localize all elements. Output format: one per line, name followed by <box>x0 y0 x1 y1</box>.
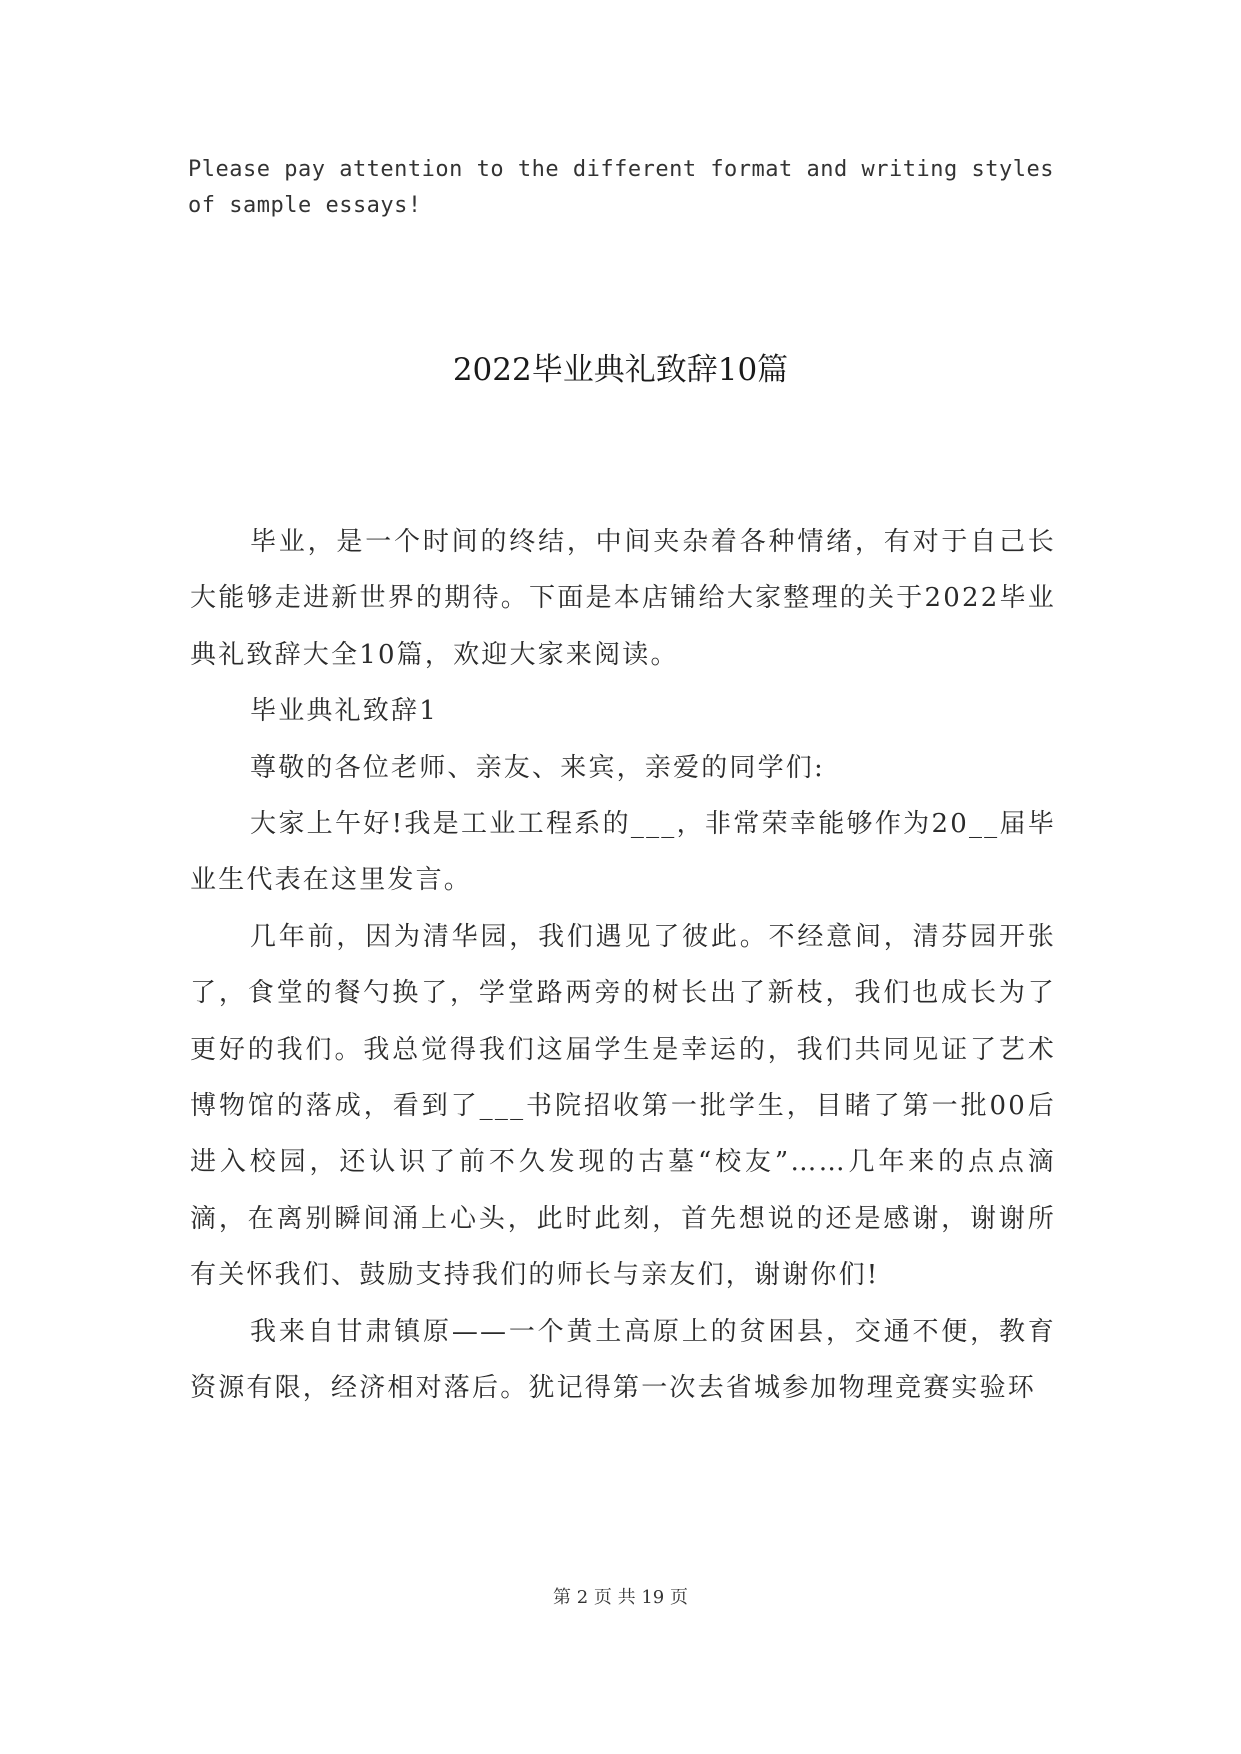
notice-text: Please pay attention to the different format and writing styles of sample essays! <box>188 157 1054 218</box>
page-footer: 第 2 页 共 19 页 <box>553 1587 688 1608</box>
document-body <box>190 514 1056 1417</box>
body-paragraph: 几年前，因为清华园，我们遇见了彼此。不经意间，清芬园开张了，食堂的餐勺换了，学堂路两旁的树长出了新枝，我们也成长为了更好的我们。我总觉得我们这届学生是幸运的，我们共同见证了艺术博物馆的落成，看到了___书院招收第一批学生，目睹了第一批00后进入校园，还认识了前不久发现的古墓“校友”……几年来的点点滴滴，在离别瞬间涌上心头，此时此刻，首先想说的还是感谢，谢谢所有关怀我们、鼓励支持我们的师长与亲友们，谢谢你们! <box>190 921 1056 1291</box>
salutation: 尊敬的各位老师、亲友、来宾，亲爱的同学们: <box>250 752 825 783</box>
section-heading: 毕业典礼致辞1 <box>250 696 438 727</box>
document-title: 2022毕业典礼致辞10篇 <box>452 352 789 388</box>
body-paragraph: 大家上午好!我是工业工程系的___，非常荣幸能够作为20__届毕业生代表在这里发言。 <box>190 809 1056 896</box>
intro-paragraph: 毕业，是一个时间的终结，中间夹杂着各种情绪，有对于自己长大能够走进新世界的期待。下面是本店铺给大家整理的关于2022毕业典礼致辞大全10篇，欢迎大家来阅读。 <box>190 527 1056 670</box>
body-paragraph: 我来自甘肃镇原——一个黄土高原上的贫困县，交通不便，教育资源有限，经济相对落后。犹记得第一次去省城参加物理竞赛实验环 <box>190 1316 1056 1404</box>
